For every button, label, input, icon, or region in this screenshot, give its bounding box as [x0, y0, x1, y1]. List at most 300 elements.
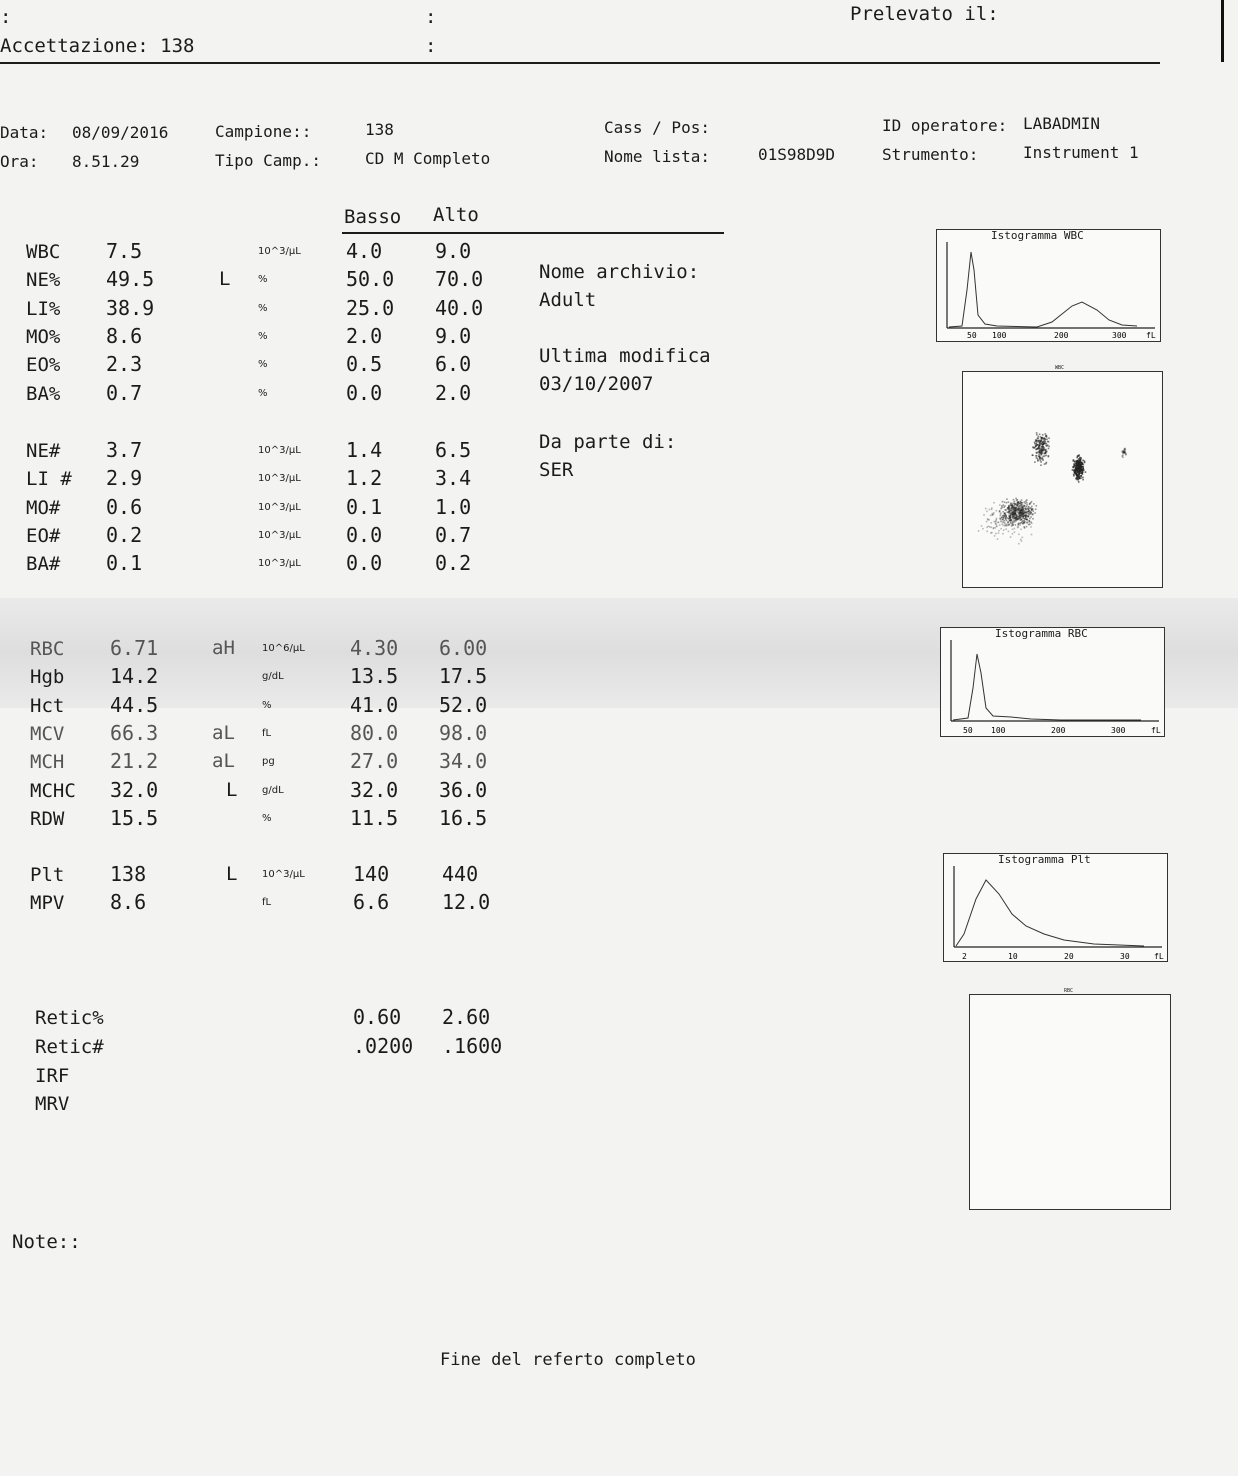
- scatter-dot: [1014, 531, 1016, 533]
- range-low: 140: [353, 862, 390, 886]
- prelevato-label: Prelevato il:: [850, 3, 999, 25]
- result-value: 14.2: [110, 664, 159, 688]
- scatter-dot: [1019, 501, 1021, 503]
- range-high: 0.7: [435, 523, 472, 547]
- scatter-dot: [1079, 470, 1081, 472]
- result-name: IRF: [35, 1065, 70, 1087]
- result-unit: g/dL: [262, 671, 284, 682]
- result-name: MCHC: [30, 780, 76, 802]
- wbc-tick: 200: [1054, 331, 1069, 340]
- result-name: WBC: [26, 241, 61, 263]
- result-value: 0.7: [106, 381, 143, 405]
- scatter-dot: [997, 522, 999, 524]
- scatter-dot: [1018, 508, 1020, 510]
- scatter-dot: [993, 502, 995, 504]
- range-low: 13.5: [350, 664, 399, 688]
- page-edge-bar: [1221, 0, 1224, 62]
- result-name: RDW: [30, 808, 65, 830]
- scatter-dot: [1035, 439, 1037, 441]
- result-unit: 10^3/µL: [258, 502, 301, 513]
- result-value: 3.7: [106, 438, 143, 462]
- scatter-dot: [991, 527, 993, 529]
- scatter-dot: [983, 514, 985, 516]
- operatore-label: ID operatore:: [882, 116, 1008, 135]
- scatter-dot: [1036, 505, 1038, 507]
- scatter-dot: [1024, 514, 1026, 516]
- range-high: 16.5: [439, 806, 488, 830]
- cass-label: Cass / Pos:: [604, 118, 710, 137]
- lista-value: 01S98D9D: [758, 145, 836, 164]
- result-unit: %: [258, 359, 268, 370]
- scatter-dot: [1003, 529, 1005, 531]
- scatter-dot: [1075, 472, 1077, 474]
- scatter-dot: [995, 533, 997, 535]
- scatter-dot: [1000, 515, 1002, 517]
- scatter-dot: [1038, 454, 1040, 456]
- scatter-dot: [1004, 520, 1006, 522]
- scatter-dot: [1009, 517, 1011, 519]
- scatter-dot: [1034, 512, 1036, 514]
- scatter-dot: [1040, 450, 1042, 452]
- scatter-dot: [1036, 432, 1038, 434]
- scatter-dot: [1081, 466, 1083, 468]
- result-value: 15.5: [110, 806, 159, 830]
- scatter-dot: [1032, 454, 1034, 456]
- ora-label: Ora:: [0, 152, 39, 171]
- scatter-dot: [1079, 464, 1081, 466]
- result-unit: 10^3/µL: [258, 530, 301, 541]
- scatter-dot: [988, 519, 990, 521]
- scatter-dot: [1005, 509, 1007, 511]
- note-label: Note::: [12, 1231, 81, 1253]
- scatter-dot: [1004, 524, 1006, 526]
- scatter-dot: [1125, 448, 1127, 450]
- wbc-tick: 300: [1112, 331, 1127, 340]
- scatter-dot: [1044, 442, 1046, 444]
- range-high: 2.60: [442, 1005, 491, 1029]
- scatter-dot: [1028, 508, 1030, 510]
- scatter-dot: [1007, 517, 1009, 519]
- scatter-dot: [1074, 461, 1076, 463]
- scatter-dot: [1024, 522, 1026, 524]
- scatter-dot: [1125, 452, 1127, 454]
- scatter-dot: [1038, 440, 1040, 442]
- scatter-dot: [1032, 508, 1034, 510]
- range-high: 6.00: [439, 636, 488, 660]
- lista-label: Nome lista:: [604, 147, 710, 166]
- scatter-dot: [1075, 469, 1077, 471]
- scatter-dot: [1046, 462, 1048, 464]
- range-high: 70.0: [435, 267, 484, 291]
- campione-label: Campione::: [215, 122, 312, 141]
- range-low: 50.0: [346, 267, 395, 291]
- scatter-dot: [1004, 501, 1006, 503]
- rbc-tick: 50: [963, 726, 973, 735]
- result-unit: %: [258, 274, 268, 285]
- scatter-dot: [1082, 462, 1084, 464]
- scatter-dot: [986, 521, 988, 523]
- scatter-dot: [1019, 524, 1021, 526]
- scatter-dot: [1037, 444, 1039, 446]
- result-flag: aL: [212, 750, 235, 772]
- result-value: 38.9: [106, 296, 155, 320]
- result-name: NE#: [26, 440, 61, 462]
- scatter-dot: [1026, 504, 1028, 506]
- scatter-dot: [997, 538, 999, 540]
- scatter-dot: [1080, 457, 1082, 459]
- scatter-dot: [1019, 515, 1021, 517]
- scatter-dot: [1016, 500, 1018, 502]
- scatter-dot: [1000, 521, 1002, 523]
- scatter-dot: [999, 511, 1001, 513]
- scatter-dot: [1008, 512, 1010, 514]
- scatter-dot: [1018, 524, 1020, 526]
- result-name: BA%: [26, 383, 61, 405]
- scatter-dot: [1082, 468, 1084, 470]
- scatter-dot: [1003, 517, 1005, 519]
- range-low: 0.0: [346, 381, 383, 405]
- scatter-dot: [1028, 524, 1030, 526]
- scatter-dot: [1026, 511, 1028, 513]
- scatter-dot: [1014, 501, 1016, 503]
- scatter-dot: [1005, 518, 1007, 520]
- range-high: 0.2: [435, 551, 472, 575]
- scatter-dot: [1037, 460, 1039, 462]
- scatter-dot: [1028, 506, 1030, 508]
- scatter-dot: [998, 532, 1000, 534]
- range-low: 41.0: [350, 693, 399, 717]
- scatter-dot: [1036, 457, 1038, 459]
- scatter-dot: [1080, 475, 1082, 477]
- scatter-dot: [1044, 463, 1046, 465]
- scatter-dot: [1008, 515, 1010, 517]
- scatter-dot: [1030, 526, 1032, 528]
- scatter-dot: [1037, 438, 1039, 440]
- scatter-dot: [1029, 518, 1031, 520]
- plt-histogram: [943, 853, 1168, 962]
- result-name: MCV: [30, 723, 65, 745]
- scatter-dot: [999, 504, 1001, 506]
- scatter-dot: [1039, 456, 1041, 458]
- scatter-dot: [1039, 434, 1041, 436]
- scatter-dot: [1022, 509, 1024, 511]
- range-low: 0.0: [346, 523, 383, 547]
- scatter-dot: [1033, 503, 1035, 505]
- range-high: 12.0: [442, 890, 491, 914]
- result-unit: %: [262, 700, 272, 711]
- range-high: 440: [442, 862, 479, 886]
- scatter-dot: [1023, 513, 1025, 515]
- result-name: MCH: [30, 751, 65, 773]
- result-unit: fL: [262, 897, 272, 908]
- scatter-dot: [1017, 512, 1019, 514]
- scatter-dot: [1000, 519, 1002, 521]
- scatter-dot: [1017, 510, 1019, 512]
- range-low: 0.1: [346, 495, 383, 519]
- result-unit: %: [258, 388, 268, 399]
- header-colon: :: [425, 6, 437, 28]
- scatter-dot: [1011, 519, 1013, 521]
- plt-tick: fL: [1154, 952, 1164, 961]
- scatter-dot: [1035, 508, 1037, 510]
- archive-name-value: Adult: [539, 289, 597, 311]
- scatter-dots: [963, 372, 1162, 587]
- scatter-dot: [996, 510, 998, 512]
- rbc-tick: 200: [1051, 726, 1066, 735]
- scatter-dot: [1003, 515, 1005, 517]
- scatter-dot: [981, 525, 983, 527]
- result-flag: L: [226, 779, 238, 801]
- result-unit: pg: [262, 756, 275, 767]
- scatter-dot: [1015, 524, 1017, 526]
- scatter-dot: [1025, 508, 1027, 510]
- rbc-tick: 100: [991, 726, 1006, 735]
- result-value: 44.5: [110, 693, 159, 717]
- scatter-dot: [988, 526, 990, 528]
- scatter-dot: [1020, 539, 1022, 541]
- result-unit: %: [258, 303, 268, 314]
- scatter-dot: [1006, 502, 1008, 504]
- scatter-dot: [1038, 446, 1040, 448]
- scatter-dot: [1012, 516, 1014, 518]
- scatter-dot: [1076, 477, 1078, 479]
- scatter-dot: [1018, 512, 1020, 514]
- header-rule: [0, 62, 1160, 64]
- scatter-dot: [1003, 525, 1005, 527]
- scatter-dot: [985, 508, 987, 510]
- scatter-dot: [1010, 536, 1012, 538]
- scatter-dot: [1039, 444, 1041, 446]
- scatter-dot: [1045, 452, 1047, 454]
- scatter-dot: [1078, 481, 1080, 483]
- range-header-rule: [342, 232, 724, 234]
- rbc-scatter-empty: [969, 988, 1171, 1210]
- scatter-dot: [1006, 498, 1008, 500]
- result-value: 49.5: [106, 267, 155, 291]
- operatore-value: LABADMIN: [1023, 114, 1101, 133]
- strumento-label: Strumento:: [882, 145, 979, 164]
- scatter-dot: [993, 512, 995, 514]
- result-value: 8.6: [106, 324, 143, 348]
- scatter-dot: [1080, 469, 1082, 471]
- last-modified-value: 03/10/2007: [539, 373, 654, 395]
- scatter-dot: [1014, 505, 1016, 507]
- scatter-dot: [1030, 516, 1032, 518]
- modified-by-value: SER: [539, 459, 574, 481]
- scatter-dot: [1034, 461, 1036, 463]
- rbc-tick: fL: [1151, 726, 1161, 735]
- result-value: 21.2: [110, 749, 159, 773]
- scatter-dot: [1037, 451, 1039, 453]
- scatter-dot: [1082, 479, 1084, 481]
- scatter-dot: [1008, 531, 1010, 533]
- plt-histogram-plot: [944, 854, 1167, 961]
- range-high: 2.0: [435, 381, 472, 405]
- result-unit: g/dL: [262, 785, 284, 796]
- range-low: 0.0: [346, 551, 383, 575]
- scatter-dot: [1034, 443, 1036, 445]
- scatter-dot: [1013, 522, 1015, 524]
- scatter-dot: [1027, 519, 1029, 521]
- scatter-dot: [1019, 523, 1021, 525]
- scatter-dot: [1021, 515, 1023, 517]
- result-unit: %: [262, 813, 272, 824]
- range-high: 40.0: [435, 296, 484, 320]
- range-high: 98.0: [439, 721, 488, 745]
- scatter-dot: [991, 532, 993, 534]
- result-name: Retic#: [35, 1036, 104, 1058]
- scatter-dot: [1020, 529, 1022, 531]
- scatter-dot: [1004, 505, 1006, 507]
- scatter-dot: [1011, 525, 1013, 527]
- scatter-dot: [1040, 451, 1042, 453]
- result-name: BA#: [26, 553, 61, 575]
- range-high: 3.4: [435, 466, 472, 490]
- scatter-dot: [1020, 509, 1022, 511]
- scatter-dot: [994, 527, 996, 529]
- result-unit: 10^3/µL: [258, 445, 301, 456]
- scatter-dot: [1018, 543, 1020, 545]
- result-value: 2.3: [106, 352, 143, 376]
- range-low-header: Basso: [344, 206, 402, 228]
- scatter-dot: [1036, 442, 1038, 444]
- scatterplot-label: WBC: [1055, 365, 1065, 371]
- scatter-dot: [1026, 502, 1028, 504]
- wbc-tick: fL: [1146, 331, 1156, 340]
- scatter-dot: [1042, 459, 1044, 461]
- scatter-dot: [1015, 520, 1017, 522]
- scatter-dot: [1016, 508, 1018, 510]
- scatter-dot: [1005, 528, 1007, 530]
- scatter-dot: [1078, 466, 1080, 468]
- scatter-dot: [1032, 446, 1034, 448]
- scatter-dot: [1024, 501, 1026, 503]
- scatter-dot: [1014, 528, 1016, 530]
- scatter-dot: [993, 521, 995, 523]
- result-name: Hct: [30, 695, 65, 717]
- scatter-dot: [1000, 528, 1002, 530]
- scatter-dot: [1077, 460, 1079, 462]
- scatter-dot: [1045, 433, 1047, 435]
- scatter-dot: [1080, 473, 1082, 475]
- result-unit: 10^3/µL: [258, 246, 301, 257]
- result-unit: 10^3/µL: [262, 869, 305, 880]
- scatter-dot: [1003, 504, 1005, 506]
- range-high: 1.0: [435, 495, 472, 519]
- scatter-dot: [1042, 446, 1044, 448]
- scatter-dot: [1025, 500, 1027, 502]
- scatter-dot: [1018, 502, 1020, 504]
- scatter-dot: [1045, 439, 1047, 441]
- scatter-dot: [1012, 533, 1014, 535]
- scatter-dot: [1036, 452, 1038, 454]
- tipo-label: Tipo Camp.:: [215, 151, 321, 170]
- scatter-dot: [1082, 460, 1084, 462]
- scatter-dot: [1005, 516, 1007, 518]
- range-low: 25.0: [346, 296, 395, 320]
- scatter-dot: [1004, 522, 1006, 524]
- scatter-dot: [1025, 517, 1027, 519]
- wbc-histogram-title: Istogramma WBC: [991, 229, 1084, 242]
- scatter-dot: [1077, 456, 1079, 458]
- result-name: MO%: [26, 326, 61, 348]
- scatter-dot: [1034, 441, 1036, 443]
- result-name: MRV: [35, 1093, 70, 1115]
- scatter-dot: [996, 526, 998, 528]
- result-value: 0.6: [106, 495, 143, 519]
- rbc-histogram-title: Istogramma RBC: [995, 627, 1088, 640]
- scatter-dot: [1025, 509, 1027, 511]
- scatter-dot: [1014, 507, 1016, 509]
- wbc-histogram-plot: [937, 230, 1160, 341]
- range-high: .1600: [442, 1034, 503, 1058]
- scatter-dot: [1032, 518, 1034, 520]
- wbc-scatterplot: [962, 365, 1163, 588]
- last-modified-label: Ultima modifica: [539, 345, 711, 367]
- scatter-dot: [1125, 454, 1127, 456]
- scatter-dot: [1021, 499, 1023, 501]
- result-unit: 10^3/µL: [258, 473, 301, 484]
- report-footer: Fine del referto completo: [440, 1350, 696, 1370]
- range-low: 1.4: [346, 438, 383, 462]
- scatter-dot: [998, 530, 1000, 532]
- scatter-dot: [1040, 440, 1042, 442]
- wbc-tick: 50: [967, 331, 977, 340]
- scatter-dot: [994, 535, 996, 537]
- scatter-dot: [1076, 474, 1078, 476]
- result-name: Retic%: [35, 1007, 104, 1029]
- scatter-dot: [1031, 501, 1033, 503]
- range-low: 4.30: [350, 636, 399, 660]
- modified-by-label: Da parte di:: [539, 431, 677, 453]
- range-high: 34.0: [439, 749, 488, 773]
- scatter-dot: [1021, 504, 1023, 506]
- plt-tick: 2: [962, 952, 967, 961]
- scatter-dot: [1031, 523, 1033, 525]
- scatter-dot: [986, 511, 988, 513]
- range-high: 9.0: [435, 239, 472, 263]
- scatter-dot: [1029, 511, 1031, 513]
- scatter-dot: [1001, 517, 1003, 519]
- scatter-dot: [995, 521, 997, 523]
- scatter-dot: [1079, 477, 1081, 479]
- range-high: 9.0: [435, 324, 472, 348]
- scatter-dot: [1006, 523, 1008, 525]
- plt-tick: 10: [1008, 952, 1018, 961]
- scatter-dot: [991, 509, 993, 511]
- archive-name-label: Nome archivio:: [539, 261, 700, 283]
- result-value: 6.71: [110, 636, 159, 660]
- result-unit: fL: [262, 728, 272, 739]
- scatter-dot: [1020, 508, 1022, 510]
- scatter-dot: [995, 523, 997, 525]
- result-name: EO%: [26, 354, 61, 376]
- range-high: 52.0: [439, 693, 488, 717]
- rbc-tick: 300: [1111, 726, 1126, 735]
- scatter-dot: [1011, 503, 1013, 505]
- scatter-dot: [1008, 507, 1010, 509]
- data-value: 08/09/2016: [72, 123, 169, 142]
- accettazione-label: Accettazione: 138: [0, 35, 195, 57]
- scatter-dot: [1011, 507, 1013, 509]
- scatter-dot: [1000, 508, 1002, 510]
- result-name: Hgb: [30, 666, 65, 688]
- scatter-dot: [1021, 512, 1023, 514]
- scatter-dot: [1036, 434, 1038, 436]
- scatter-dot: [1121, 455, 1123, 457]
- range-low: 11.5: [350, 806, 399, 830]
- scatter-dot: [1002, 501, 1004, 503]
